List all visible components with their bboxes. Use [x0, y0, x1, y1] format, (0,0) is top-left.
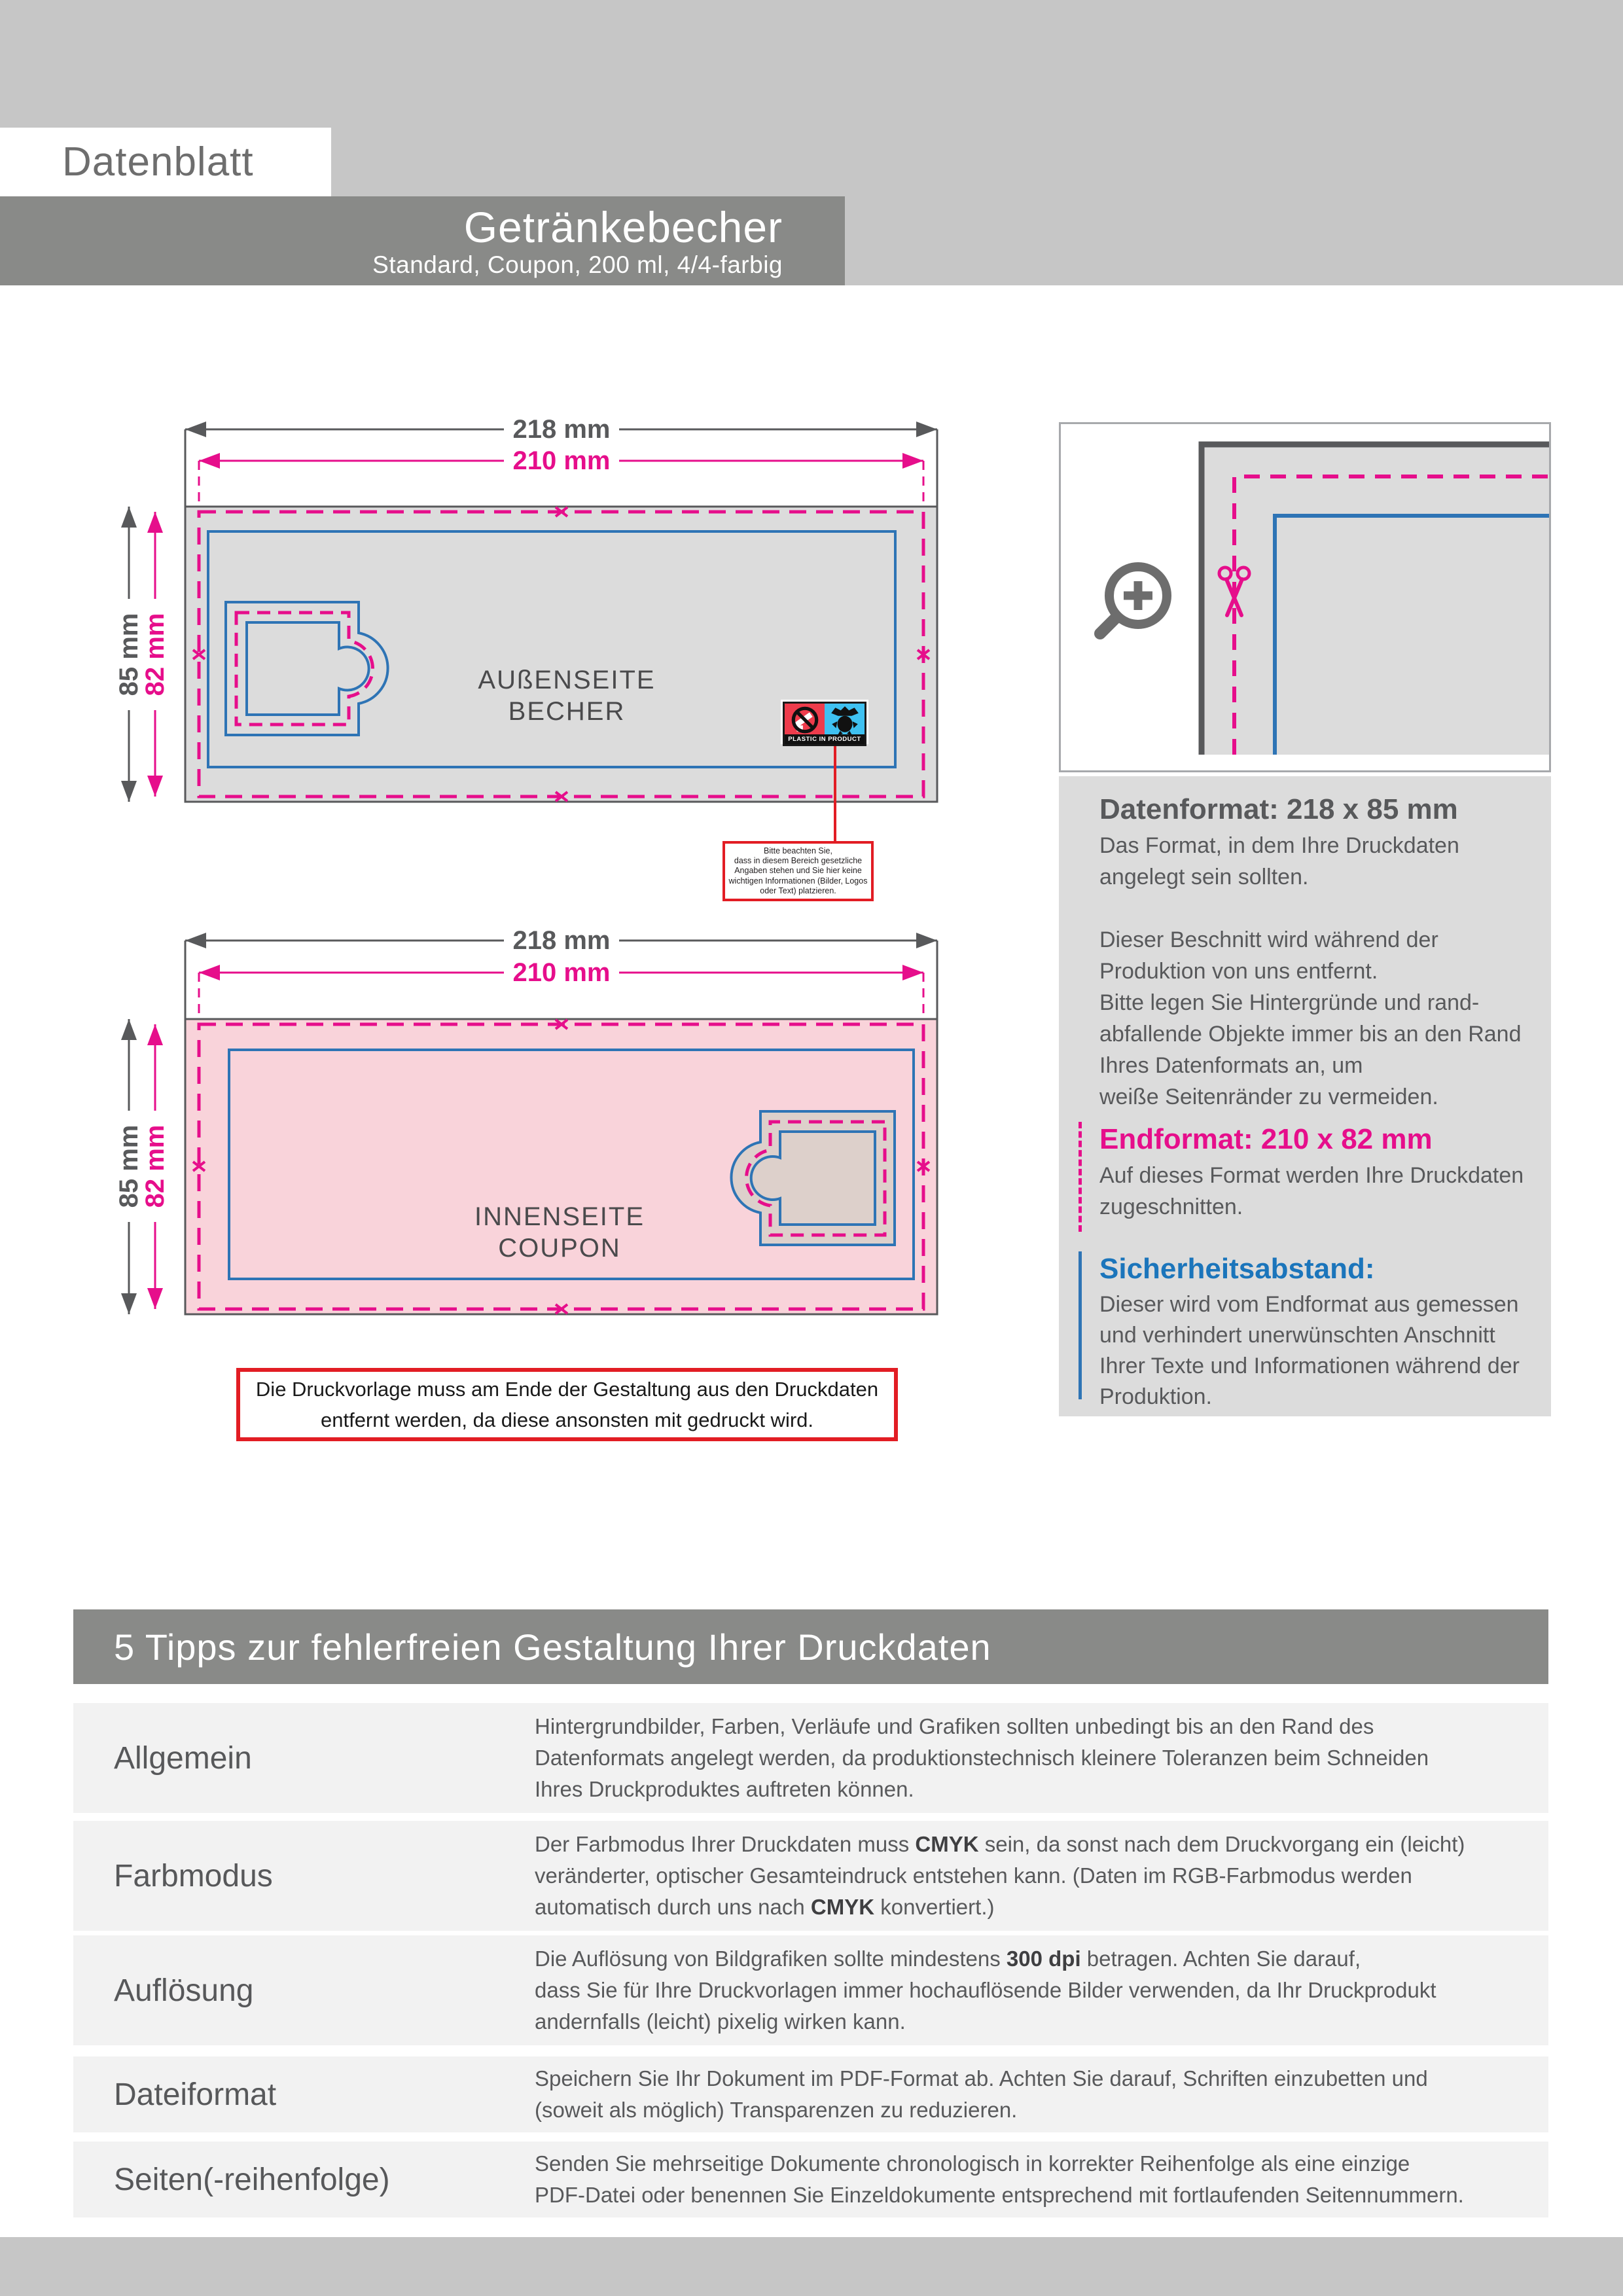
dimension-210-top: [199, 958, 923, 1024]
dimension-85-left: [115, 507, 143, 802]
svg-text:218 mm: 218 mm: [512, 415, 611, 444]
endformat-indicator-line: [1079, 1122, 1082, 1232]
sicherheitsabstand-body: Dieser wird vom Endformat aus gemessen und verhindert unerwünschten Anschnitt Ihrer Texte und Informationen während der Produktion.: [1099, 1292, 1520, 1409]
svg-text:210 mm: 210 mm: [512, 958, 611, 987]
svg-text:82 mm: 82 mm: [141, 1124, 169, 1208]
product-subtitle: Standard, Coupon, 200 ml, 4/4-farbig: [372, 251, 783, 278]
coupon-caption-line1: INNENSEITE: [474, 1202, 645, 1231]
safety-indicator-line: [1079, 1251, 1082, 1399]
tip-row-seitenreihenfolge: Seiten(-reihenfolge) Senden Sie mehrseitige Dokumente chronologisch in korrekter Reihenfolge als eine einzige PDF-Datei oder benennen Sie Einzeldokumente entsprechend mit fortlaufenden Seitennummern.: [73, 2142, 1548, 2217]
becher-diagram: [92, 393, 969, 838]
svg-text:85 mm: 85 mm: [115, 613, 143, 696]
doc-label-box: [0, 128, 331, 196]
magnifier-icon: [1100, 567, 1167, 634]
coupon-caption-line2: COUPON: [498, 1234, 621, 1263]
tips-header-bar: [73, 1609, 1548, 1684]
dimension-85-left: [115, 1019, 143, 1314]
sicherheitsabstand-title: Sicherheitsabstand:: [1099, 1253, 1375, 1285]
becher-caption-line1: AUßENSEITE: [478, 666, 656, 694]
detail-bleed-fill: [1202, 442, 1549, 755]
datenformat-body: Das Format, in dem Ihre Druckdaten angelegt sein sollten.: [1099, 833, 1459, 889]
plastic-label-strip: PLASTIC IN PRODUCT: [785, 734, 865, 744]
tip-row-dateiformat: Dateiformat Speichern Sie Ihr Dokument im PDF-Format ab. Achten Sie darauf, Schriften einzubetten und (soweit als möglich) Transparenzen zu reduzieren.: [73, 2056, 1548, 2132]
legal-note-box: Bitte beachten Sie, dass in diesem Bereich gesetzliche Angaben stehen und Sie hier keine wichtigen Informationen (Bilder, Logos oder Text) platzieren.: [722, 841, 874, 901]
dimension-82-left: [141, 1024, 169, 1309]
footer-gray-band: [0, 2237, 1623, 2296]
datenformat-title: Datenformat: 218 x 85 mm: [1099, 793, 1458, 825]
endformat-title: Endformat: 210 x 82 mm: [1099, 1123, 1433, 1155]
corner-detail-box: [1059, 422, 1551, 772]
endformat-body: Auf dieses Format werden Ihre Druckdaten zugeschnitten.: [1099, 1163, 1524, 1219]
svg-text:82 mm: 82 mm: [141, 613, 169, 696]
tip-row-farbmodus: Farbmodus Der Farbmodus Ihrer Druckdaten muss CMYK sein, da sonst nach dem Druckvorgang ein (leicht) veränderter, optischer Gesamteindruck entstehen kann. (Daten im RGB-Farbmodus werden automatisch durch uns nach CMYK konvertiert.): [73, 1821, 1548, 1931]
dimension-210-top: [199, 446, 923, 512]
tips-title: 5 Tipps zur fehlerfreien Gestaltung Ihrer Druckdaten: [114, 1626, 991, 1668]
doc-label: Datenblatt: [62, 139, 254, 185]
plastic-label: [781, 700, 868, 744]
product-title: Getränkebecher: [463, 202, 783, 251]
note-connector-line: [834, 744, 836, 844]
svg-text:210 mm: 210 mm: [512, 446, 611, 475]
svg-text:85 mm: 85 mm: [115, 1124, 143, 1208]
beschnitt-body: Dieser Beschnitt wird während der Produktion von uns entfernt. Bitte legen Sie Hintergründe und rand- abfallende Objekte immer bis an den Rand Ihres Datenformats an, um weiße Seitenränder zu vermeiden.: [1099, 927, 1522, 1109]
coupon-diagram: [92, 916, 969, 1335]
becher-caption-line2: BECHER: [508, 697, 626, 726]
tip-row-aufloesung: Auflösung Die Auflösung von Bildgrafiken sollte mindestens 300 dpi betragen. Achten Sie darauf, dass Sie für Ihre Druckvorlagen immer hochauflösende Bilder verwenden, da Ihr Druckprodukt andernfalls (leicht) pixelig wirken kann.: [73, 1935, 1548, 2045]
template-warning-box: Die Druckvorlage muss am Ende der Gestaltung aus den Druckdaten entfernt werden, da diese ansonsten mit gedruckt wird.: [236, 1368, 898, 1441]
svg-text:218 mm: 218 mm: [512, 926, 611, 955]
product-title-bar: [0, 196, 845, 285]
tip-row-allgemein: Allgemein Hintergrundbilder, Farben, Verläufe und Grafiken sollten unbedingt bis an den Rand des Datenformats angelegt werden, da produktionstechnisch kleinere Toleranzen beim Schneiden Ihres Druckproduktes auftreten können.: [73, 1703, 1548, 1813]
dimension-82-left: [141, 512, 169, 797]
